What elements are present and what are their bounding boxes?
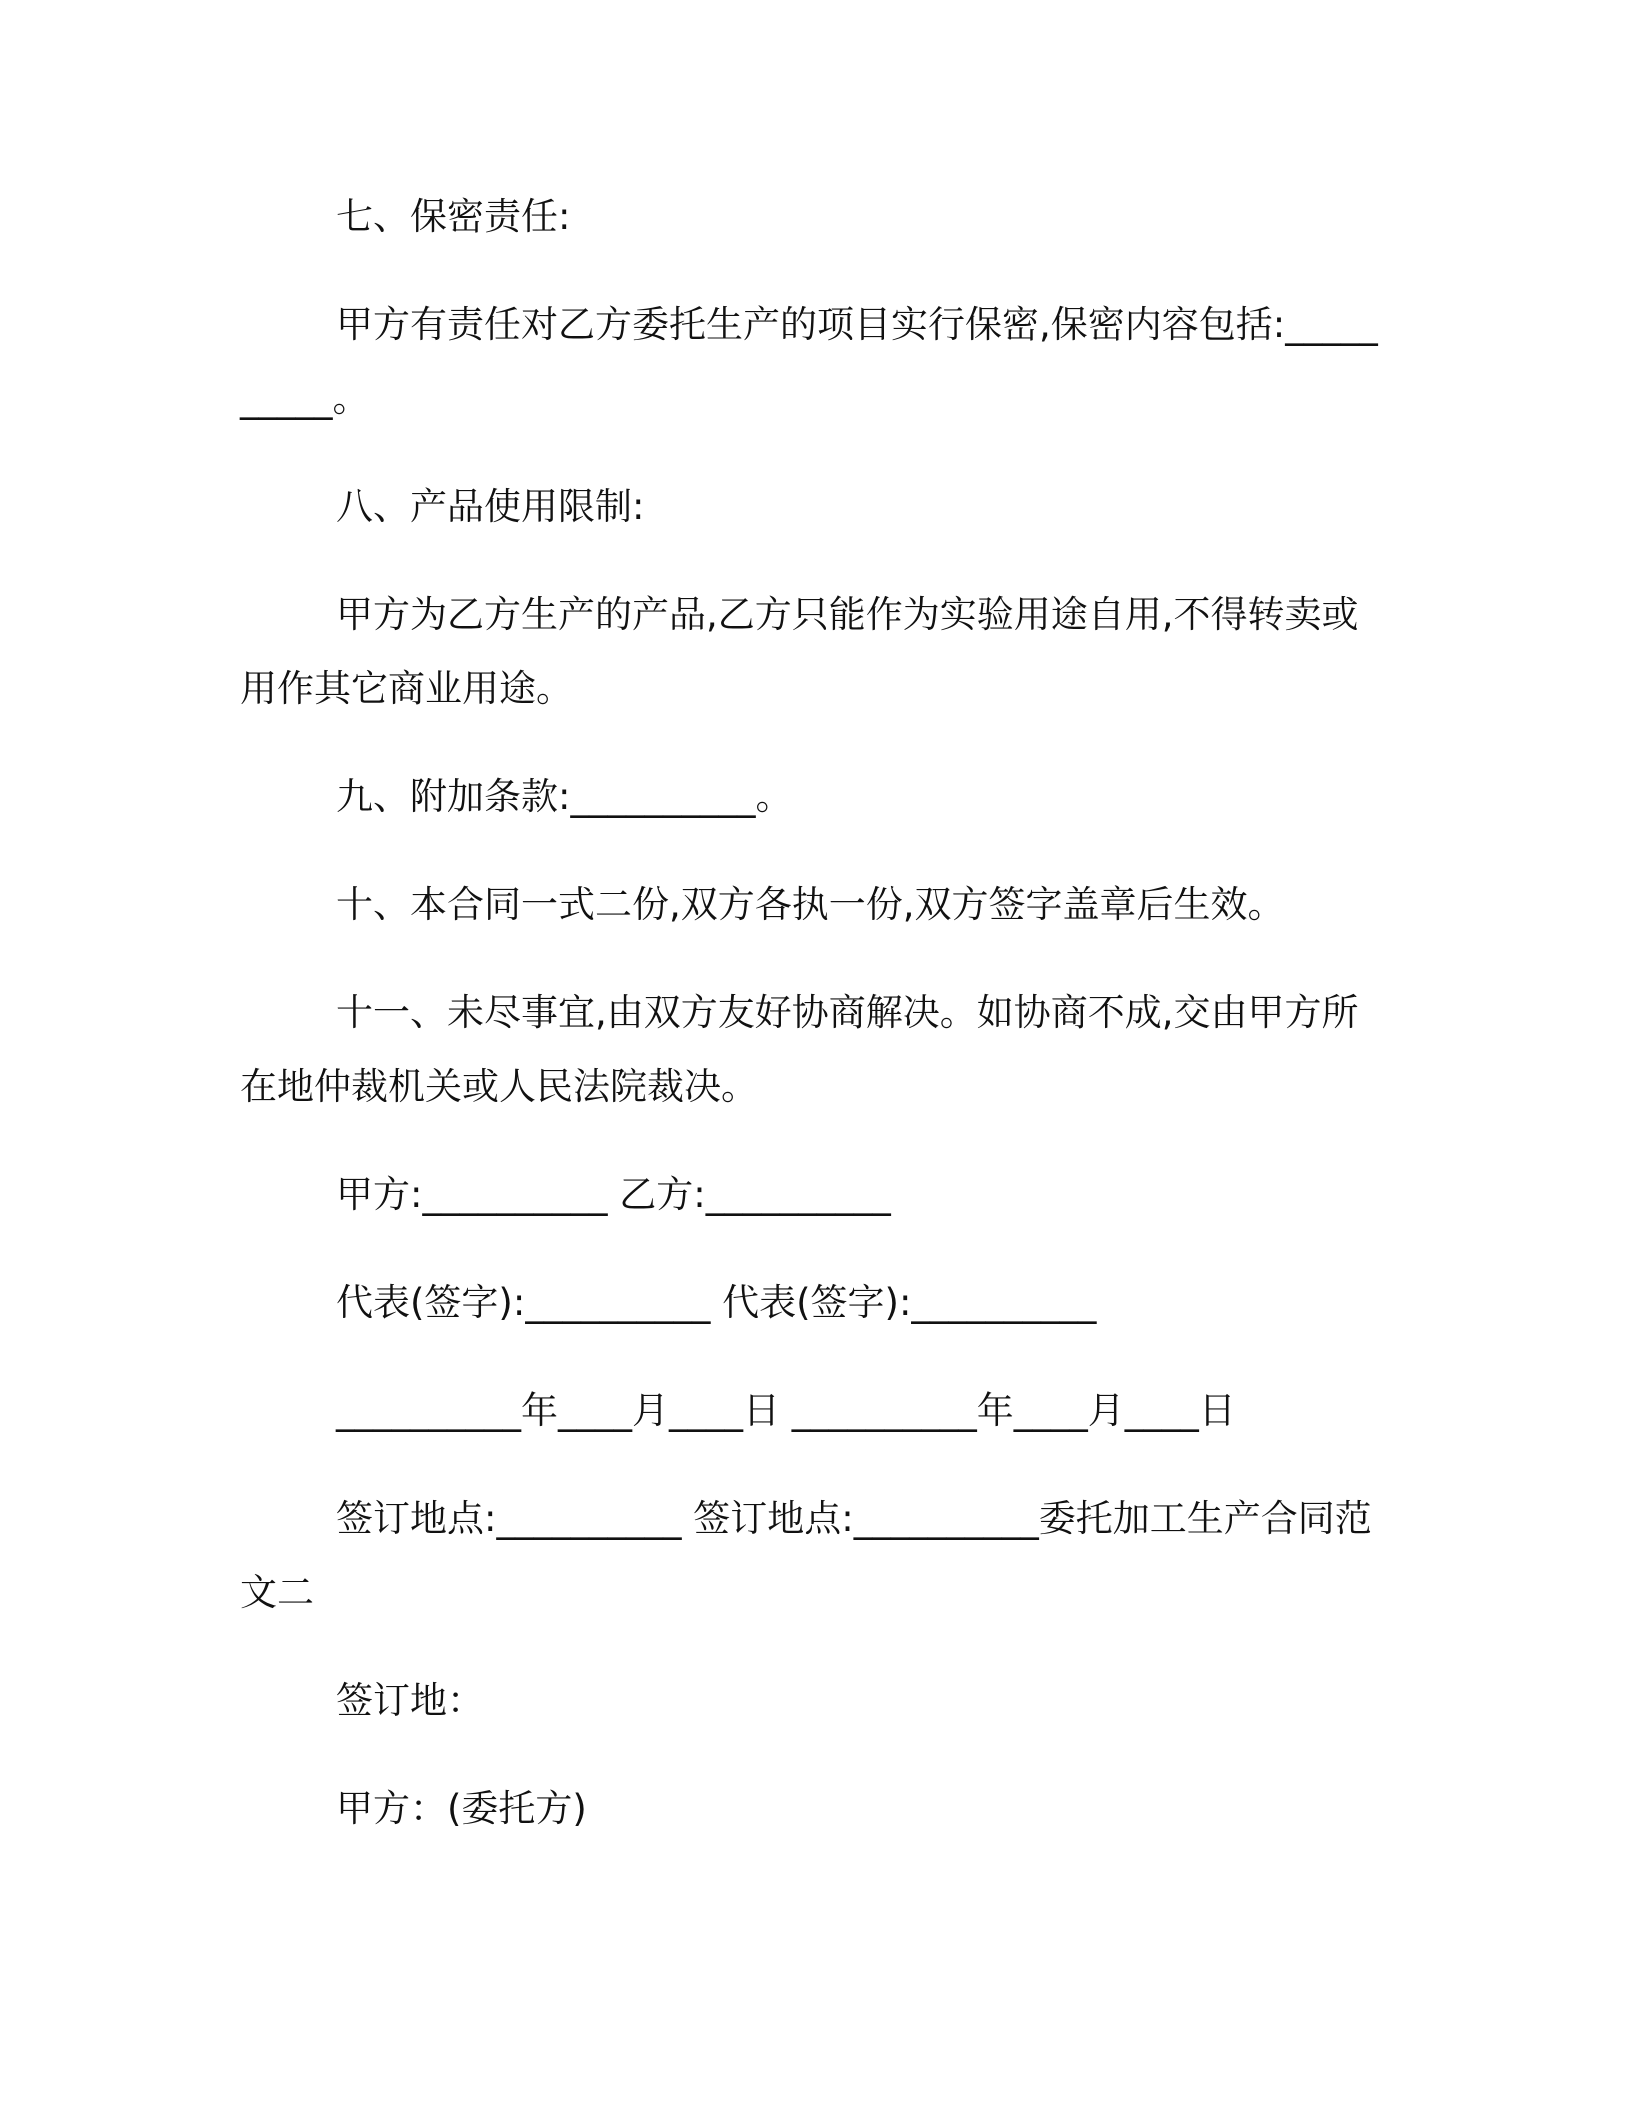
section-9-text: 九、附加条款:__________。 <box>336 775 793 818</box>
section-8-heading: 八、产品使用限制: <box>336 485 645 528</box>
party-a-label: 甲方：(委托方) <box>336 1787 587 1830</box>
signing-place-line: 签订地点:__________ 签订地点:__________委托加工生产合同范文二 <box>240 1497 1372 1614</box>
date-line: __________年____月____日 __________年____月____日 <box>336 1389 1236 1432</box>
section-11-text: 十一、未尽事宜,由双方友好协商解决。如协商不成,交由甲方所在地仲裁机关或人民法院裁决。 <box>240 991 1359 1108</box>
party-signature-line: 甲方:__________ 乙方:__________ <box>336 1173 891 1216</box>
section-8-text: 甲方为乙方生产的产品,乙方只能作为实验用途自用,不得转卖或用作其它商业用途。 <box>240 593 1359 710</box>
section-7-text: 甲方有责任对乙方委托生产的项目实行保密,保密内容包括:__________。 <box>240 303 1378 420</box>
document-body <box>240 180 1380 1846</box>
signing-place-label: 签订地： <box>336 1679 484 1722</box>
representative-signature-line: 代表(签字):__________ 代表(签字):__________ <box>336 1281 1097 1324</box>
section-10-text: 十、本合同一式二份,双方各执一份,双方签字盖章后生效。 <box>336 883 1285 926</box>
section-7-heading: 七、保密责任: <box>336 195 571 238</box>
